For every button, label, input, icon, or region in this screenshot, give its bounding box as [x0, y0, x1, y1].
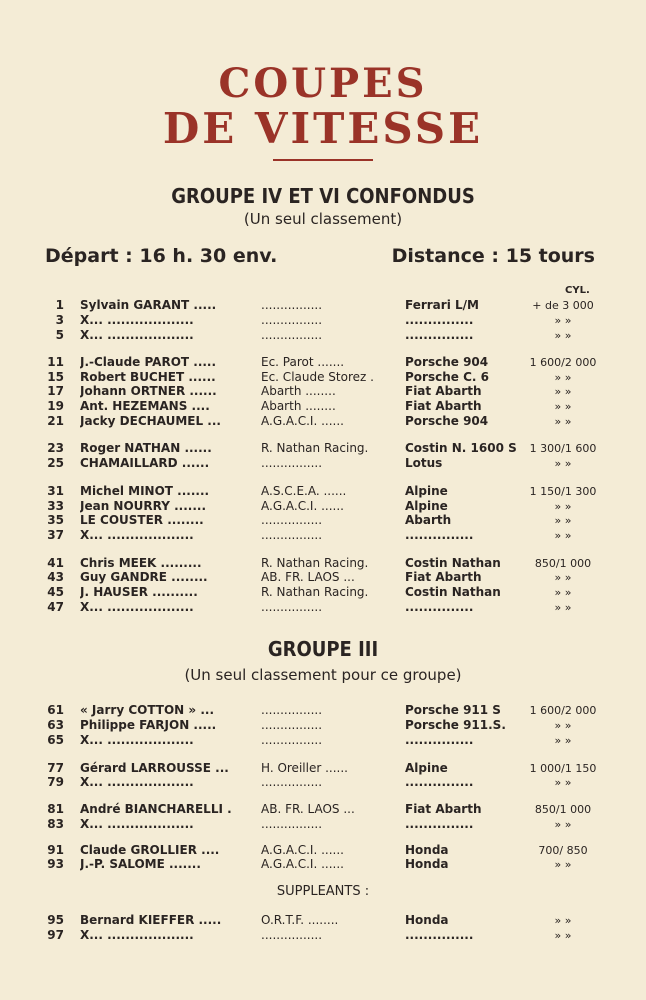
entry-car: ............... [405, 313, 474, 327]
entry-driver: X... ................... [80, 528, 194, 542]
entry-car: Porsche 904 [405, 355, 489, 369]
entry-displacement: » » [554, 914, 572, 927]
entry-row [0, 857, 646, 872]
entry-driver: Ant. HEZEMANS .... [80, 399, 210, 413]
entry-row [0, 355, 646, 370]
entry-car: Honda [405, 843, 449, 857]
entry-displacement: » » [554, 371, 572, 384]
entry-displacement: » » [554, 858, 572, 871]
entry-displacement: » » [554, 734, 572, 747]
entry-driver: X... ................... [80, 328, 194, 342]
entry-number: 5 [55, 328, 64, 342]
entry-displacement: » » [554, 776, 572, 789]
entry-displacement: » » [554, 500, 572, 513]
entry-team: ................ [261, 718, 323, 732]
entry-row [0, 399, 646, 414]
entry-team: ................ [261, 928, 323, 942]
reserves-heading: SUPPLEANTS : [276, 884, 370, 899]
entry-team: R. Nathan Racing. [261, 585, 369, 599]
entry-driver: J.-P. SALOME ....... [80, 857, 201, 871]
entry-team: ................ [261, 703, 323, 717]
entry-row [0, 298, 646, 313]
entry-car: ............... [405, 928, 474, 942]
entry-car: Abarth [405, 513, 452, 527]
entry-driver: X... ................... [80, 775, 194, 789]
entry-driver: Jacky DECHAUMEL ... [80, 414, 221, 428]
entry-displacement: » » [554, 415, 572, 428]
entry-car: Lotus [405, 456, 443, 470]
entry-car: Honda [405, 913, 449, 927]
entry-number: 43 [47, 570, 64, 584]
entry-row [0, 570, 646, 585]
entry-number: 91 [47, 843, 64, 857]
entry-driver: J. HAUSER .......... [80, 585, 198, 599]
entry-team: A.G.A.C.I. ...... [261, 414, 344, 428]
entry-displacement: » » [554, 719, 572, 732]
entry-row [0, 718, 646, 733]
entry-car: Fiat Abarth [405, 384, 482, 398]
entry-car: ............... [405, 817, 474, 831]
entry-driver: X... ................... [80, 600, 194, 614]
entry-row [0, 802, 646, 817]
entry-displacement: 1 300/1 600 [529, 442, 597, 455]
entry-displacement: » » [554, 571, 572, 584]
entry-driver: X... ................... [80, 733, 194, 747]
entry-team: ................ [261, 328, 323, 342]
entry-driver: Jean NOURRY ....... [80, 499, 207, 513]
entry-displacement: » » [554, 601, 572, 614]
entry-car: Costin Nathan [405, 585, 501, 599]
entry-displacement: » » [554, 329, 572, 342]
race-distance: Distance : 15 tours [391, 245, 595, 267]
entry-displacement: » » [554, 818, 572, 831]
entry-car: Fiat Abarth [405, 570, 482, 584]
entry-row [0, 761, 646, 776]
entry-row [0, 913, 646, 928]
entry-car: ............... [405, 733, 474, 747]
entry-displacement: » » [554, 529, 572, 542]
entry-row [0, 585, 646, 600]
entry-number: 33 [47, 499, 64, 513]
entry-driver: André BIANCHARELLI . [80, 802, 232, 816]
entry-number: 81 [47, 802, 64, 816]
entry-number: 47 [47, 600, 64, 614]
entry-car: ............... [405, 600, 474, 614]
entry-number: 1 [55, 298, 64, 312]
title-line-1: COUPES [218, 60, 428, 107]
entry-row [0, 928, 646, 943]
entry-car: Costin Nathan [405, 556, 501, 570]
entry-driver: LE COUSTER ........ [80, 513, 204, 527]
entry-team: A.G.A.C.I. ...... [261, 843, 344, 857]
entry-displacement: 850/1 000 [534, 557, 592, 570]
entry-number: 19 [47, 399, 64, 413]
entry-displacement: » » [554, 457, 572, 470]
entry-team: Ec. Claude Storez . [261, 370, 374, 384]
title-line-2: DE VITESSE [162, 104, 484, 153]
entry-number: 3 [55, 313, 64, 327]
entry-driver: Roger NATHAN ...... [80, 441, 212, 455]
entry-number: 11 [47, 355, 64, 369]
entry-team: ................ [261, 528, 323, 542]
entry-displacement: 850/1 000 [534, 803, 592, 816]
entry-row [0, 414, 646, 429]
entry-row [0, 313, 646, 328]
entry-driver: X... ................... [80, 817, 194, 831]
group-iii-subtitle: (Un seul classement pour ce groupe) [184, 666, 462, 684]
entry-car: Alpine [405, 761, 448, 775]
entry-driver: X... ................... [80, 313, 194, 327]
entry-displacement: 700/ 850 [538, 844, 588, 857]
entry-team: Abarth ........ [261, 384, 336, 398]
entry-row [0, 703, 646, 718]
entry-displacement: » » [554, 314, 572, 327]
entry-number: 17 [47, 384, 64, 398]
entry-team: ................ [261, 817, 323, 831]
entry-driver: J.-Claude PAROT ..... [80, 355, 217, 369]
entry-number: 79 [47, 775, 64, 789]
entry-team: ................ [261, 775, 323, 789]
entry-car: Alpine [405, 484, 448, 498]
entry-driver: Bernard KIEFFER ..... [80, 913, 222, 927]
entry-row [0, 528, 646, 543]
entry-row [0, 441, 646, 456]
entry-team: ................ [261, 313, 323, 327]
entry-driver: « Jarry COTTON » ... [80, 703, 215, 717]
entry-team: R. Nathan Racing. [261, 556, 369, 570]
entry-driver: Johann ORTNER ...... [80, 384, 217, 398]
group-iv-vi-heading: GROUPE IV ET VI CONFONDUS [171, 184, 475, 208]
entry-number: 37 [47, 528, 64, 542]
entry-displacement: » » [554, 586, 572, 599]
entry-number: 95 [47, 913, 64, 927]
entry-number: 41 [47, 556, 64, 570]
entry-car: Honda [405, 857, 449, 871]
entry-row [0, 384, 646, 399]
entry-driver: Michel MINOT ....... [80, 484, 210, 498]
entry-row [0, 370, 646, 385]
entry-car: Porsche 911.S. [405, 718, 506, 732]
entry-row [0, 733, 646, 748]
entry-team: A.G.A.C.I. ...... [261, 857, 344, 871]
entry-row [0, 513, 646, 528]
entry-row [0, 456, 646, 471]
entry-car: Alpine [405, 499, 448, 513]
entry-number: 65 [47, 733, 64, 747]
entry-displacement: 1 150/1 300 [529, 485, 597, 498]
entry-team: ................ [261, 298, 323, 312]
entry-car: Porsche 911 S [405, 703, 501, 717]
entry-row [0, 499, 646, 514]
entry-number: 15 [47, 370, 64, 384]
entry-number: 21 [47, 414, 64, 428]
entry-row [0, 817, 646, 832]
entry-car: ............... [405, 328, 474, 342]
entry-number: 93 [47, 857, 64, 871]
entry-displacement: » » [554, 400, 572, 413]
entry-team: Ec. Parot ....... [261, 355, 345, 369]
cylinder-column-header: CYL. [565, 285, 590, 296]
entry-number: 23 [47, 441, 64, 455]
entry-car: ............... [405, 775, 474, 789]
entry-number: 97 [47, 928, 64, 942]
entry-displacement: 1 600/2 000 [529, 704, 597, 717]
entry-car: Porsche 904 [405, 414, 489, 428]
entry-team: AB. FR. LAOS ... [261, 570, 355, 584]
entry-number: 83 [47, 817, 64, 831]
entry-number: 31 [47, 484, 64, 498]
entry-displacement: 1 000/1 150 [529, 762, 597, 775]
entry-team: R. Nathan Racing. [261, 441, 369, 455]
entry-car: Fiat Abarth [405, 399, 482, 413]
group-iii-heading: GROUPE III [267, 637, 379, 661]
entry-driver: X... ................... [80, 928, 194, 942]
entry-car: Fiat Abarth [405, 802, 482, 816]
entry-number: 63 [47, 718, 64, 732]
entry-team: H. Oreiller ...... [261, 761, 348, 775]
entry-displacement: » » [554, 929, 572, 942]
entry-row [0, 556, 646, 571]
entry-number: 45 [47, 585, 64, 599]
entry-team: Abarth ........ [261, 399, 336, 413]
entry-row [0, 843, 646, 858]
entry-displacement: » » [554, 514, 572, 527]
entry-row [0, 484, 646, 499]
entry-driver: CHAMAILLARD ...... [80, 456, 210, 470]
entry-team: A.S.C.E.A. ...... [261, 484, 347, 498]
entry-displacement: + de 3 000 [532, 299, 594, 312]
entry-number: 35 [47, 513, 64, 527]
entry-driver: Philippe FARJON ..... [80, 718, 217, 732]
entry-displacement: 1 600/2 000 [529, 356, 597, 369]
entry-number: 25 [47, 456, 64, 470]
entry-row [0, 328, 646, 343]
entry-driver: Robert BUCHET ...... [80, 370, 216, 384]
entry-row [0, 600, 646, 615]
entry-driver: Sylvain GARANT ..... [80, 298, 217, 312]
entry-driver: Guy GANDRE ........ [80, 570, 208, 584]
entry-row [0, 775, 646, 790]
entry-team: ................ [261, 456, 323, 470]
title-divider [273, 159, 373, 161]
entry-car: ............... [405, 528, 474, 542]
entry-driver: Chris MEEK ......... [80, 556, 202, 570]
entry-number: 61 [47, 703, 64, 717]
entry-driver: Gérard LARROUSSE ... [80, 761, 229, 775]
entry-team: A.G.A.C.I. ...... [261, 499, 344, 513]
entry-team: ................ [261, 600, 323, 614]
entry-car: Costin N. 1600 S [405, 441, 517, 455]
entry-team: O.R.T.F. ........ [261, 913, 339, 927]
entry-team: ................ [261, 733, 323, 747]
entry-car: Porsche C. 6 [405, 370, 489, 384]
entry-team: AB. FR. LAOS ... [261, 802, 355, 816]
group-iv-vi-subtitle: (Un seul classement) [243, 210, 403, 228]
start-time: Départ : 16 h. 30 env. [45, 245, 278, 267]
entry-team: ................ [261, 513, 323, 527]
entry-number: 77 [47, 761, 64, 775]
entry-driver: Claude GROLLIER .... [80, 843, 220, 857]
entry-car: Ferrari L/M [405, 298, 479, 312]
entry-displacement: » » [554, 385, 572, 398]
